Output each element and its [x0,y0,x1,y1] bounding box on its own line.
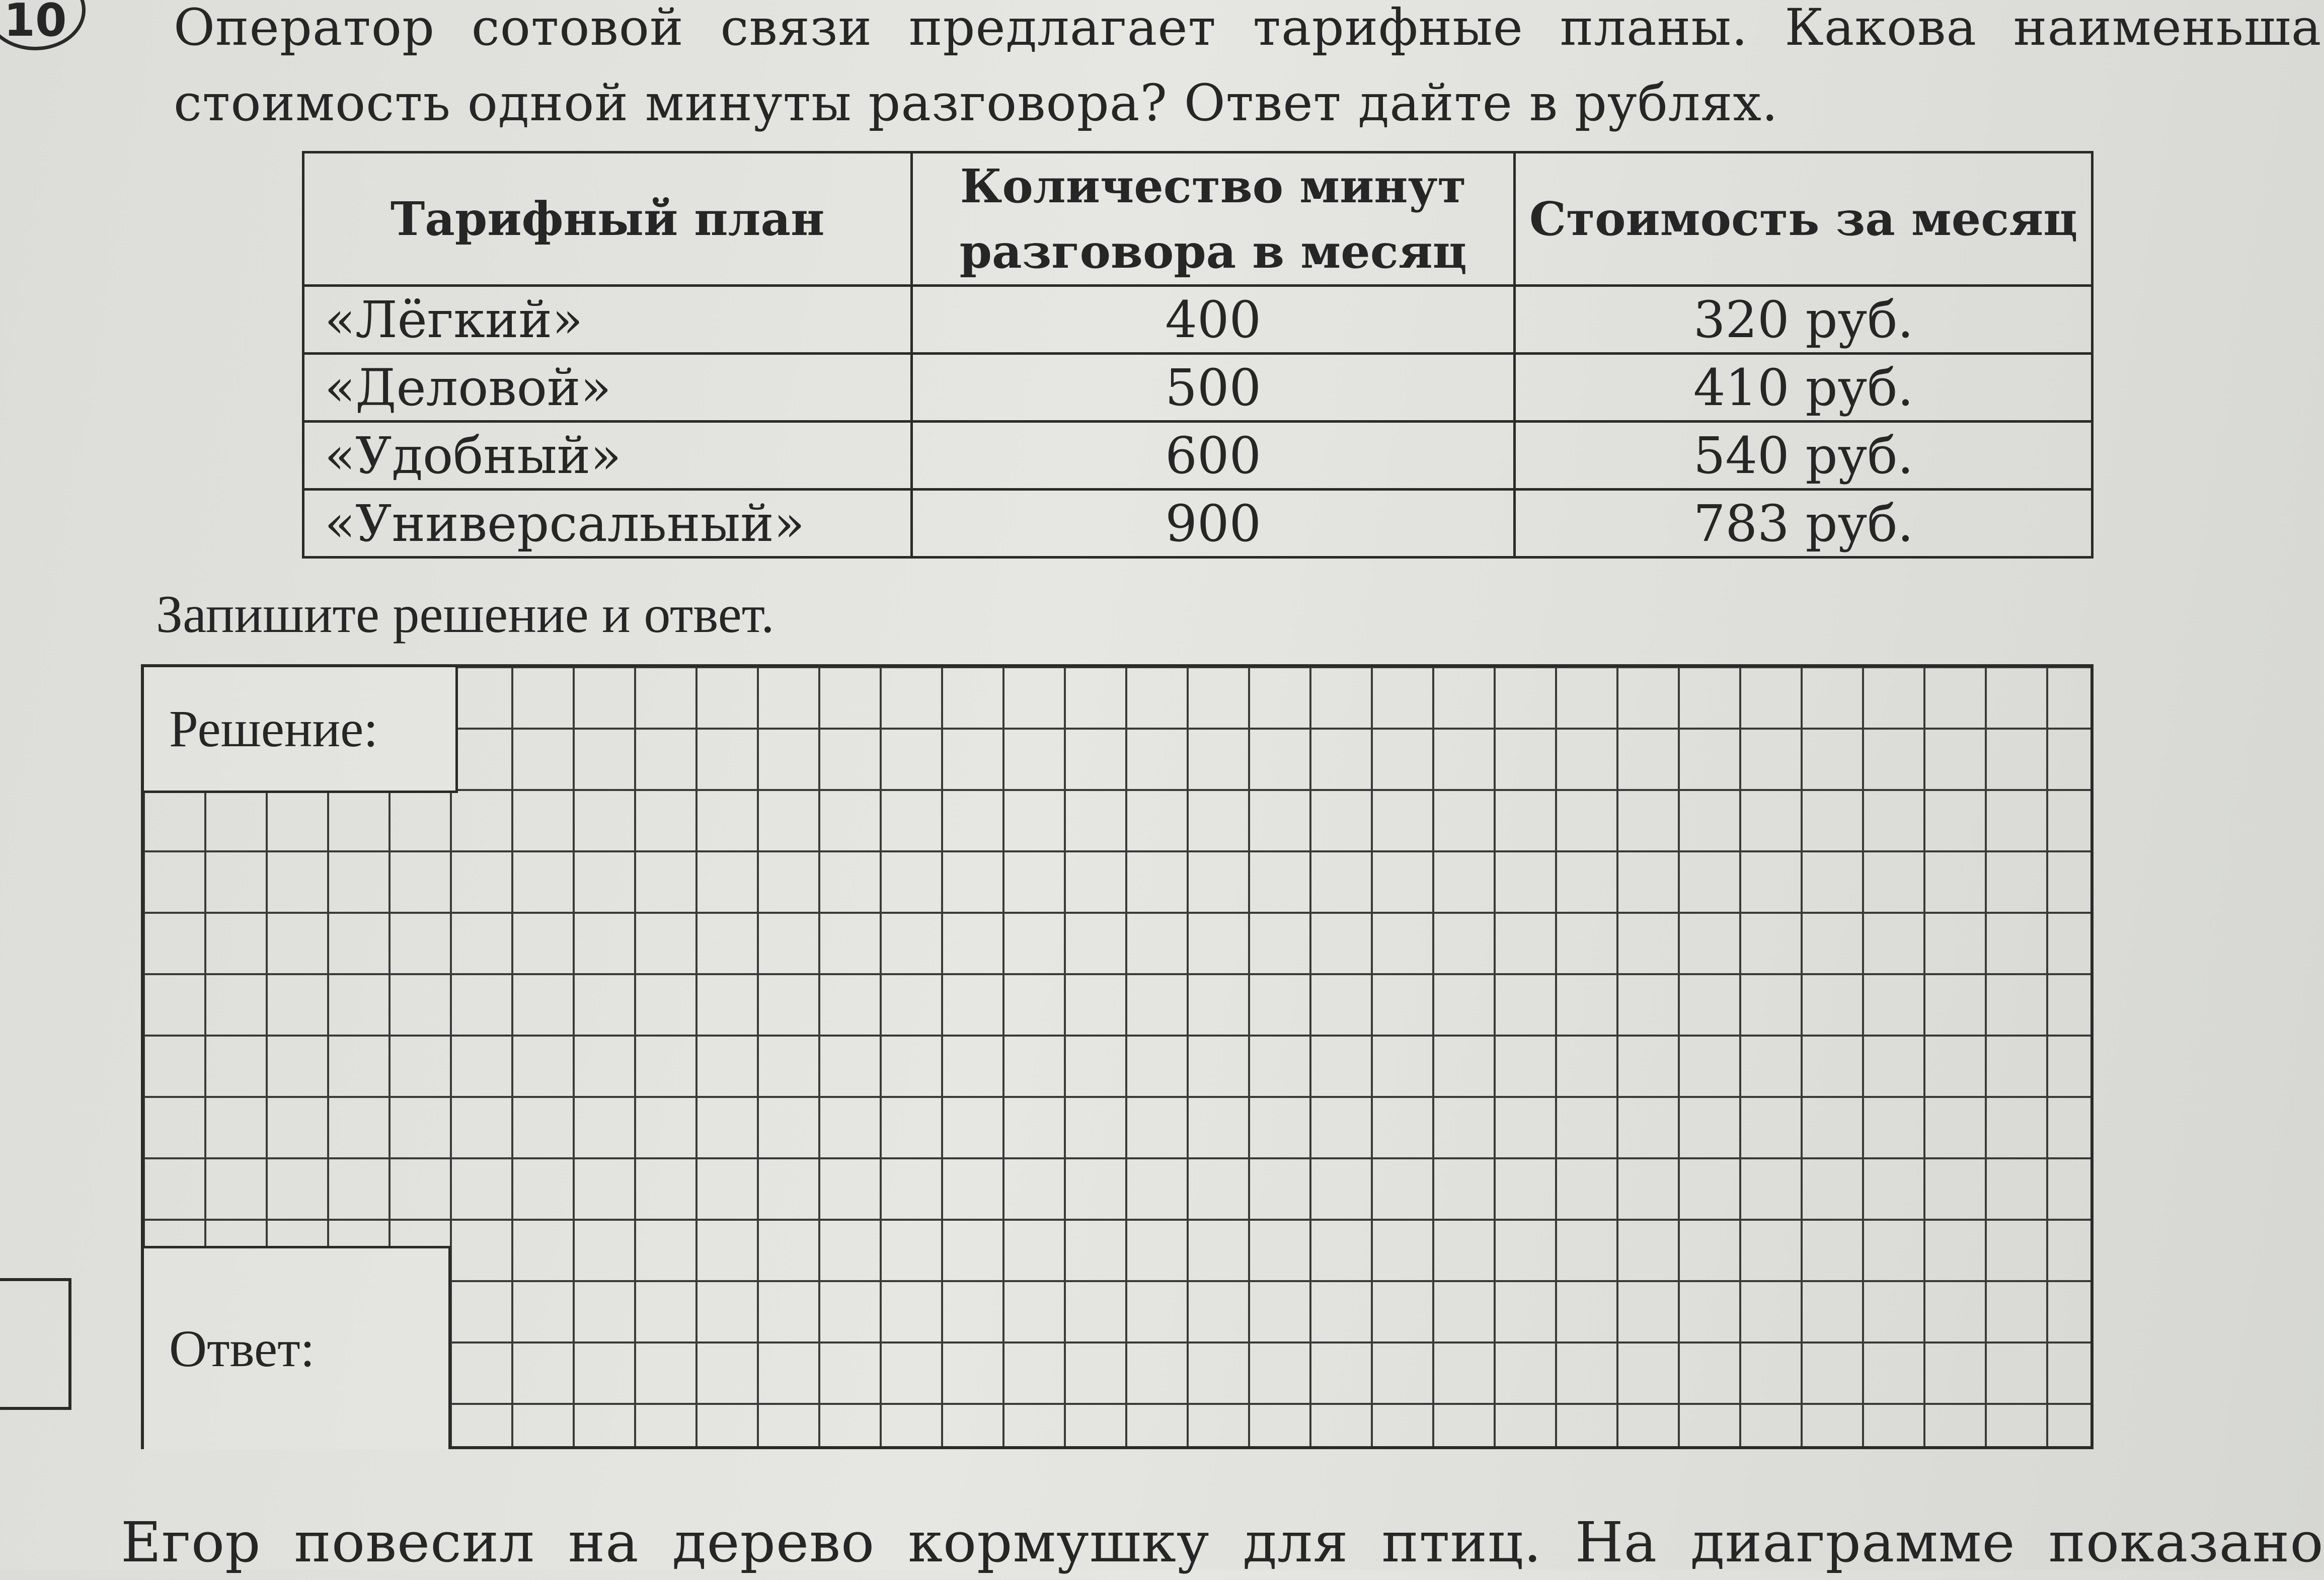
table-header-row [303,152,2093,286]
header-minutes: Количество минут разговора в месяц [912,152,1515,286]
question-text [174,0,2322,141]
minutes-cell: 900 [912,490,1515,558]
plan-cell: «Универсальный» [303,490,912,558]
table-row [303,286,2093,354]
header-tariff-plan: Тарифный план [303,152,912,286]
cost-cell: 410 руб. [1515,354,2093,422]
header-cost: Стоимость за месяц [1515,152,2093,286]
table-row [303,422,2093,490]
cost-cell: 540 руб. [1515,422,2093,490]
instruction-text: Запишите решение и ответ. [156,585,774,644]
cost-cell: 783 руб. [1515,490,2093,558]
tariff-table [302,151,2094,559]
plan-cell: «Деловой» [303,354,912,422]
question-line-1: Оператор сотовой связи предлагает тарифные планы. Какова наименьша [174,0,2322,57]
plan-cell: «Лёгкий» [303,286,912,354]
minutes-cell: 500 [912,354,1515,422]
question-line-2: стоимость одной минуты разговора? Ответ дайте в рублях. [174,73,1778,132]
plan-cell: «Удобный» [303,422,912,490]
answer-grid[interactable] [141,664,2094,1449]
next-task-text: Егор повесил на дерево кормушку для птиц. На диаграмме показано [121,1510,2324,1574]
task-number-badge: 10 [0,0,86,50]
table-row [303,354,2093,422]
answer-label: Ответ: [144,1246,451,1449]
score-box [0,1278,71,1410]
minutes-cell: 600 [912,422,1515,490]
minutes-cell: 400 [912,286,1515,354]
cost-cell: 320 руб. [1515,286,2093,354]
solution-label: Решение: [144,667,458,793]
table-row [303,490,2093,558]
